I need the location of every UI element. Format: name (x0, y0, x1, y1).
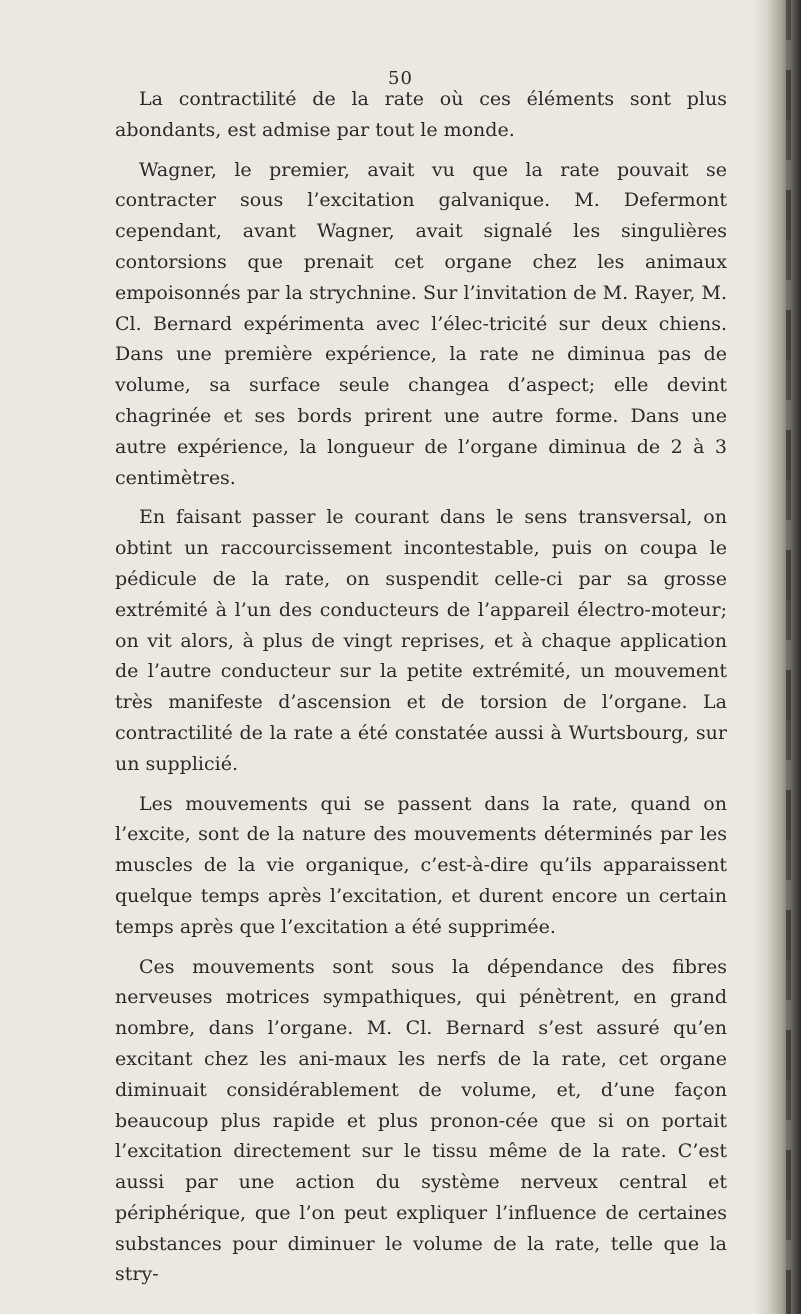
paragraph: Les mouvements qui se passent dans la rate, quand on l’excite, sont de la nature des mouvements déterminés par les muscles de la vie organique, c’est-à-dire qu’ils apparaissent quelque temps après l’excitation, et durent encore un certain temps après que l’excitation a été supprimée. (115, 792, 727, 938)
paragraph: Wagner, le premier, avait vu que la rate pouvait se contracter sous l’excitation galvanique. M. Defermont cependant, avant Wagner, avait signalé les singulières contorsions que prenait cet organe chez les animaux empoisonnés par la strychnine. Sur l’invitation de M. Rayer, M. Cl. Bernard expérimenta avec l’élec-tricité sur deux chiens. Dans une première expérience, la rate ne diminua pas de volume, sa surface seule changea d’aspect; elle devint chagrinée et ses bords prirent une autre forme. Dans une autre expérience, la longueur de l’organe diminua de 2 à 3 centimètres. (115, 158, 727, 489)
page-binding-edge (786, 0, 791, 1314)
paragraph: La contractilité de la rate où ces éléments sont plus abondants, est admise par tout le monde. (115, 88, 727, 141)
paragraph: Ces mouvements sont sous la dépendance des fibres nerveuses motrices sympathiques, qui pénètrent, en grand nombre, dans l’organe. M. Cl. Bernard s’est assuré qu’en excitant chez les ani-maux les nerfs de la rate, cet organe diminuait considérablement de volume, et, d’une façon beaucoup plus rapide et plus pronon-cée que si on portait l’excitation directement sur le tissu même de la rate. C’est aussi par une action du système nerveux central et périphérique, que l’on peut expliquer l’influence de certaines substances pour diminuer le volume de la rate, telle que la stry- (115, 955, 727, 1286)
page-number: 50 (388, 68, 413, 89)
body-text (115, 84, 727, 1299)
page-edge-shadow (753, 0, 801, 1314)
paragraph: En faisant passer le courant dans le sens transversal, on obtint un raccourcissement incontestable, puis on coupa le pédicule de la rate, on suspendit celle-ci par sa grosse extrémité à l’un des conducteurs de l’appareil électro-moteur; on vit alors, à plus de vingt reprises, et à chaque application de l’autre conducteur sur la petite extrémité, un mouvement très manifeste d’ascension et de torsion de l’organe. La contractilité de la rate a été constatée aussi à Wurtsbourg, sur un supplicié. (115, 506, 727, 775)
